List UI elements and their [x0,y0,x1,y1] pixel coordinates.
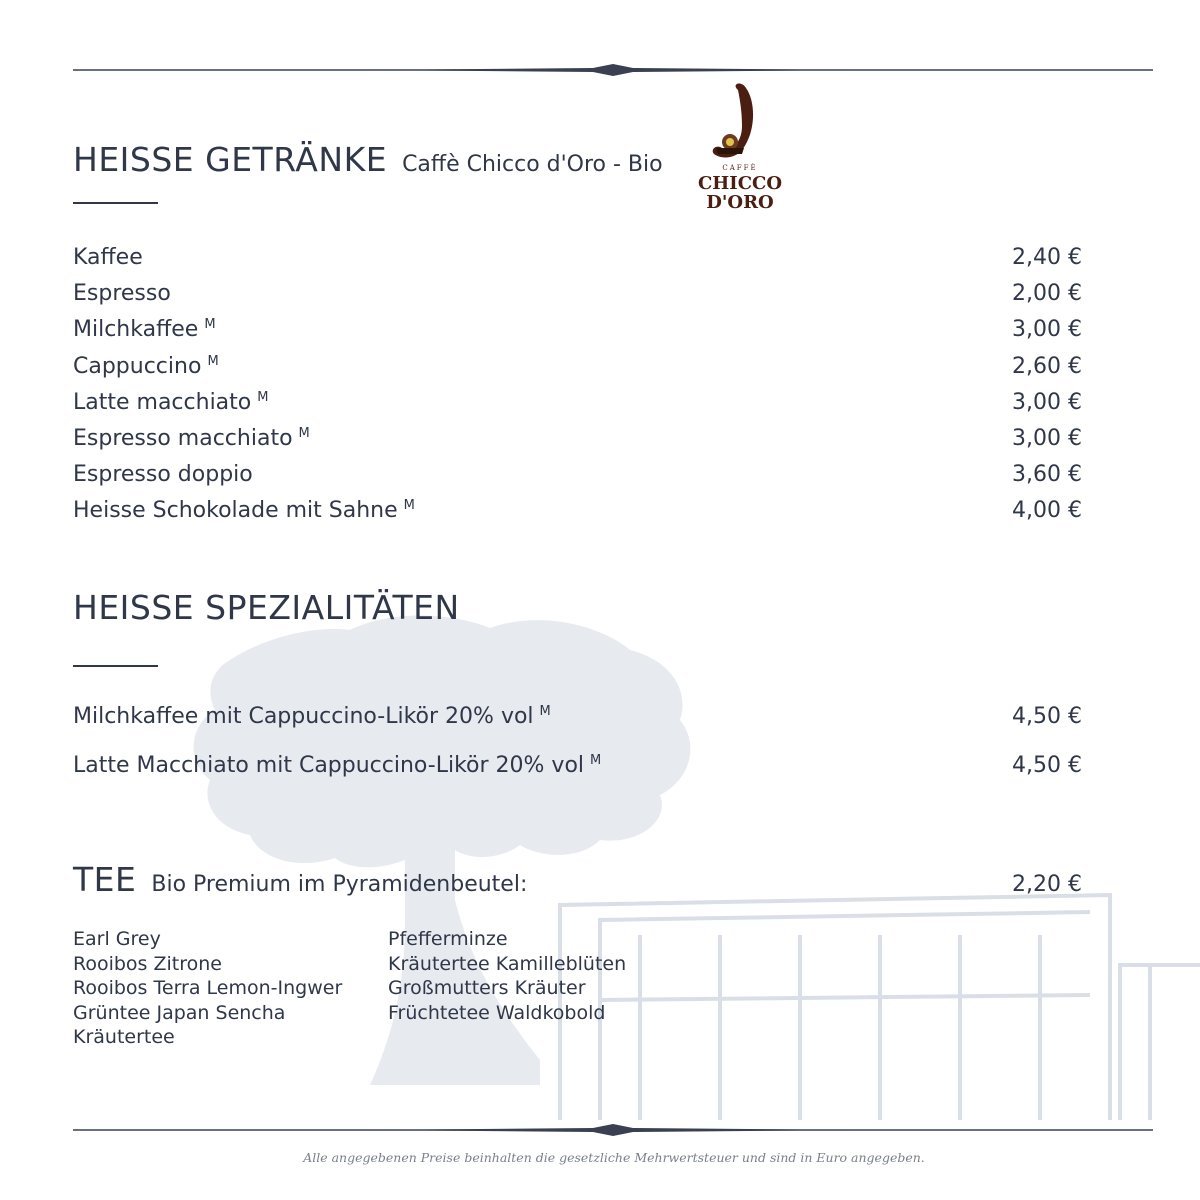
vat-footnote: Alle angegebenen Preise beinhalten die gesetzliche Mehrwertsteuer und sind in Euro angegeben. [303,1150,925,1165]
hot-drinks-underline [73,202,158,204]
menu-item: Latte Macchiato mit Cappuccino-Likör 20% vol $^M$ [73,753,602,778]
menu-item-price: 3,00 € [1012,317,1082,342]
menu-item: Milchkaffee mit Cappuccino-Likör 20% vol $^M$ [73,704,551,729]
hot-specials-underline [73,665,158,667]
hot-drinks-subtitle: Caffè Chicco d'Oro - Bio [402,152,663,177]
menu-item-price: 2,60 € [1012,354,1082,379]
menu-item: Latte macchiato $^M$ [73,390,269,415]
menu-item-price: 3,00 € [1012,390,1082,415]
list-item: Großmutters Kräuter [388,977,586,999]
milk-mark: M [298,426,310,441]
hot-drinks-heading [73,140,663,179]
list-item: Kräutertee Kamilleblüten [388,952,627,975]
milk-mark: M [257,390,269,405]
chicco-doro-logo [686,82,794,220]
hot-specials-title: HEISSE SPEZIALITÄTEN [73,588,460,627]
tea-title: TEE [73,860,137,899]
logo-line-caffe: CAFFÈ [722,164,758,172]
menu-item: Espresso [73,281,171,306]
milk-mark: M [590,753,602,768]
milk-mark: M [403,498,415,513]
menu-item-price: 4,50 € [1012,704,1082,729]
menu-item: Espresso macchiato $^M$ [73,426,310,451]
menu-item-price: 3,60 € [1012,462,1082,487]
milk-mark: M [204,317,216,332]
list-item: Kräutertee [73,1026,175,1048]
list-item: Grüntee Japan Sencha [73,1001,286,1024]
menu-item: Espresso doppio [73,462,253,487]
hot-drinks-title: HEISSE GETRÄNKE [73,140,388,179]
menu-item: Kaffee [73,245,143,270]
list-item: Rooibos Terra Lemon-Ingwer [73,977,343,999]
milk-mark: M [539,704,551,719]
tea-subtitle: Bio Premium im Pyramidenbeutel: [151,872,528,897]
logo-line-chicco: CHICCO D'ORO [697,173,783,213]
menu-item: Milchkaffee $^M$ [73,317,216,342]
menu-item: Heisse Schokolade mit Sahne $^M$ [73,498,415,523]
coffee-cone-icon [686,82,794,162]
tea-price: 2,20 € [1012,872,1082,897]
tea-heading [73,860,527,899]
menu-item-price: 2,00 € [1012,281,1082,306]
menu-item: Cappuccino $^M$ [73,354,219,379]
list-item: Pfefferminze [388,928,508,950]
tea-list-left [73,927,342,1050]
list-item: Früchtetee Waldkobold [388,1001,606,1024]
list-item: Earl Grey [73,928,161,950]
menu-item-price: 3,00 € [1012,426,1082,451]
menu-item-price: 4,00 € [1012,498,1082,523]
list-item: Rooibos Zitrone [73,952,222,975]
tea-list-right [388,927,626,1025]
top-divider [73,63,1153,77]
bottom-divider [73,1123,1153,1137]
milk-mark: M [207,354,219,369]
menu-item-price: 2,40 € [1012,245,1082,270]
menu-item-price: 4,50 € [1012,753,1082,778]
